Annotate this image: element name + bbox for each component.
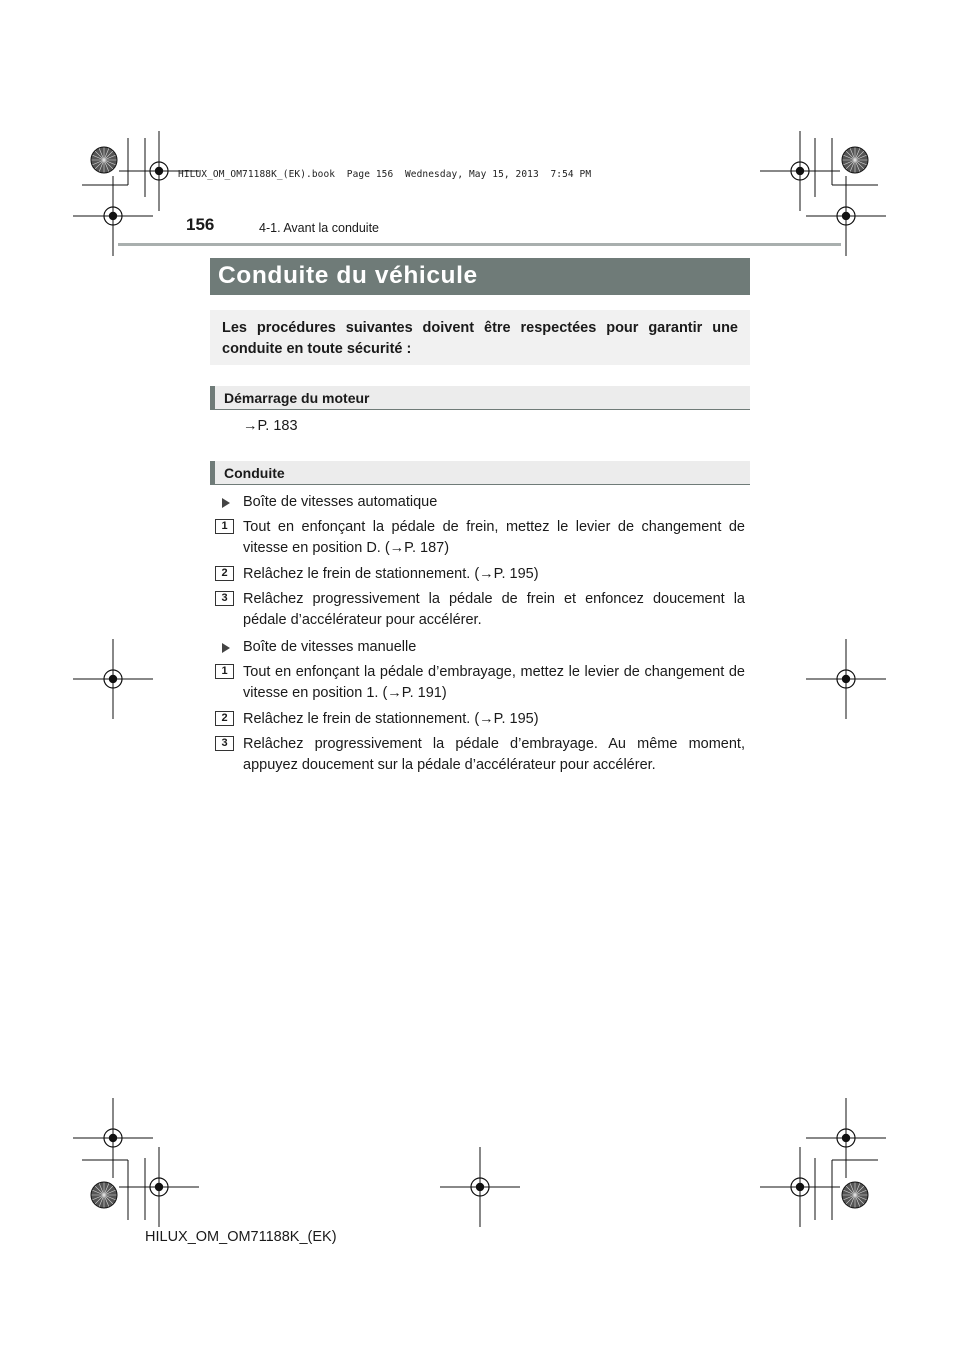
step-number: 1 bbox=[215, 664, 234, 679]
header-rule bbox=[118, 243, 841, 246]
subheading-text: Boîte de vitesses manuelle bbox=[243, 639, 417, 655]
intro-box bbox=[210, 310, 750, 365]
step-text: Tout en enfonçant la pédale de frein, mettez le levier de changement de vitesse en position D. (→P. 187) bbox=[243, 519, 745, 556]
crosshair-middle-right-icon bbox=[806, 639, 886, 719]
crosshair-bottom-center-icon bbox=[440, 1147, 520, 1227]
crosshair-bottom-left-outer-icon bbox=[73, 1098, 153, 1178]
rosette-bottom-right-icon bbox=[842, 1182, 868, 1208]
triangle-bullet-icon bbox=[222, 498, 230, 508]
footer-document-code: HILUX_OM_OM71188K_(EK) bbox=[145, 1229, 337, 1245]
section-heading-bar bbox=[210, 461, 215, 484]
rosette-bottom-left-icon bbox=[91, 1182, 117, 1208]
step-number: 2 bbox=[215, 566, 234, 581]
page-number: 156 bbox=[186, 215, 215, 234]
step-text: Relâchez le frein de stationnement. (→P. 195) bbox=[243, 711, 539, 727]
subheading-text: Boîte de vitesses automatique bbox=[243, 494, 438, 510]
crosshair-middle-left-icon bbox=[73, 639, 153, 719]
crosshair-bottom-right-icon bbox=[760, 1147, 840, 1227]
crosshair-top-right-icon bbox=[760, 131, 840, 211]
step-text: Tout en enfonçant la pédale d’embrayage, mettez le levier de changement de vitesse en position 1. (→P. 191) bbox=[243, 664, 745, 701]
page-title: Conduite du véhicule bbox=[210, 258, 750, 295]
file-stamp: HILUX_OM_OM71188K_(EK).book Page 156 Wednesday, May 15, 2013 7:54 PM bbox=[178, 169, 592, 180]
crosshair-bottom-right-outer-icon bbox=[806, 1098, 886, 1178]
step-text: Relâchez progressivement la pédale de frein et enfoncez doucement la pédale d’accélérateur pour accélérer. bbox=[243, 591, 745, 628]
step-number: 2 bbox=[215, 711, 234, 726]
crosshair-bottom-left-icon bbox=[119, 1147, 199, 1227]
section-heading-label: Conduite bbox=[224, 465, 285, 481]
section-heading-engine-start bbox=[210, 386, 750, 410]
intro-text: Les procédures suivantes doivent être respectées pour garantir une conduite en toute sécurité : bbox=[222, 320, 738, 357]
section-heading-label: Démarrage du moteur bbox=[224, 390, 370, 406]
section-heading-driving bbox=[210, 461, 750, 485]
step-number: 3 bbox=[215, 736, 234, 751]
rosette-top-left-icon bbox=[91, 147, 117, 173]
section-heading-bar bbox=[210, 386, 215, 409]
step-number: 1 bbox=[215, 519, 234, 534]
page-reference: →P. 183 bbox=[243, 418, 298, 434]
rosette-top-right-icon bbox=[842, 147, 868, 173]
section-label: 4-1. Avant la conduite bbox=[259, 221, 379, 235]
step-text: Relâchez le frein de stationnement. (→P. 195) bbox=[243, 566, 539, 582]
step-number: 3 bbox=[215, 591, 234, 606]
triangle-bullet-icon bbox=[222, 643, 230, 653]
step-text: Relâchez progressivement la pédale d’embrayage. Au même moment, appuyez doucement sur la pédale d’accélérateur pour accélérer. bbox=[243, 736, 745, 773]
